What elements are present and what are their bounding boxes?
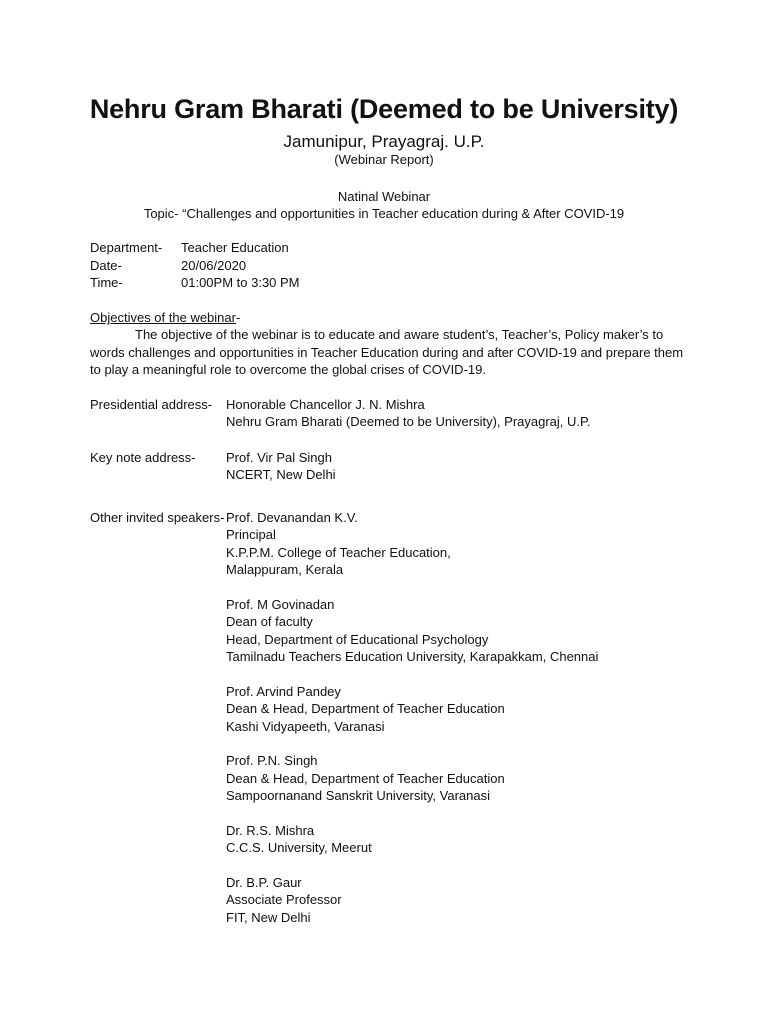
speaker-line: Sampoornanand Sanskrit University, Varanasi bbox=[226, 788, 490, 803]
speaker-line: Prof. Devanandan K.V. bbox=[226, 510, 358, 525]
speaker-line: Malappuram, Kerala bbox=[226, 562, 344, 577]
speaker-line: Dean of faculty bbox=[226, 614, 313, 629]
objectives-line: to play a meaningful role to overcome the global crises of COVID-19. bbox=[90, 362, 486, 378]
speaker-line: Tamilnadu Teachers Education University, Karapakkam, Chennai bbox=[226, 649, 599, 664]
objectives-heading-suffix: - bbox=[235, 310, 241, 325]
keynote-label: Key note address- bbox=[90, 450, 196, 465]
speaker-line: Head, Department of Educational Psychology bbox=[226, 632, 489, 647]
time-value: 01:00PM to 3:30 PM bbox=[181, 275, 300, 290]
keynote-line: NCERT, New Delhi bbox=[226, 467, 336, 482]
objectives-line: The objective of the webinar is to educate and aware student’s, Teacher’s, Policy maker’s to bbox=[135, 327, 664, 342]
speaker-line: Dr. R.S. Mishra bbox=[226, 823, 315, 838]
speakers-label: Other invited speakers- bbox=[90, 510, 225, 525]
report-label: (Webinar Report) bbox=[334, 152, 434, 167]
presidential-label: Presidential address- bbox=[90, 397, 213, 412]
webinar-label: Natinal Webinar bbox=[337, 189, 431, 204]
university-location: Jamunipur, Prayagraj. U.P. bbox=[283, 132, 485, 151]
time-label: Time- bbox=[90, 275, 123, 290]
speaker-line: Dean & Head, Department of Teacher Education bbox=[226, 771, 505, 786]
objectives-heading bbox=[90, 309, 240, 327]
speaker-line: Associate Professor bbox=[226, 892, 342, 907]
speaker-line: Prof. Arvind Pandey bbox=[226, 684, 341, 699]
presidential-line: Honorable Chancellor J. N. Mishra bbox=[226, 397, 425, 412]
speaker-line: K.P.P.M. College of Teacher Education, bbox=[226, 545, 451, 560]
department-value: Teacher Education bbox=[181, 240, 289, 255]
objectives-heading-text: Objectives of the webinar bbox=[90, 310, 236, 325]
objectives-paragraph bbox=[90, 326, 684, 379]
objectives-line: words challenges and opportunities in Teacher Education during and after COVID-19 and prepare them bbox=[90, 344, 684, 360]
department-label: Department- bbox=[90, 240, 163, 255]
webinar-topic: Topic- “Challenges and opportunities in Teacher education during & After COVID-19 bbox=[143, 206, 625, 221]
date-label: Date- bbox=[90, 258, 122, 273]
speaker-line: Prof. M Govinadan bbox=[226, 597, 335, 612]
speaker-line: Dr. B.P. Gaur bbox=[226, 875, 302, 890]
keynote-line: Prof. Vir Pal Singh bbox=[226, 450, 332, 465]
date-value: 20/06/2020 bbox=[181, 258, 247, 273]
speaker-line: Dean & Head, Department of Teacher Education bbox=[226, 701, 505, 716]
speaker-line: Kashi Vidyapeeth, Varanasi bbox=[226, 719, 385, 734]
university-title: Nehru Gram Bharati (Deemed to be University) bbox=[89, 94, 679, 124]
presidential-line: Nehru Gram Bharati (Deemed to be University), Prayagraj, U.P. bbox=[226, 414, 591, 429]
speaker-line: FIT, New Delhi bbox=[226, 910, 311, 925]
speaker-line: Principal bbox=[226, 527, 276, 542]
speaker-line: Prof. P.N. Singh bbox=[226, 753, 318, 768]
speaker-line: C.C.S. University, Meerut bbox=[226, 840, 372, 855]
